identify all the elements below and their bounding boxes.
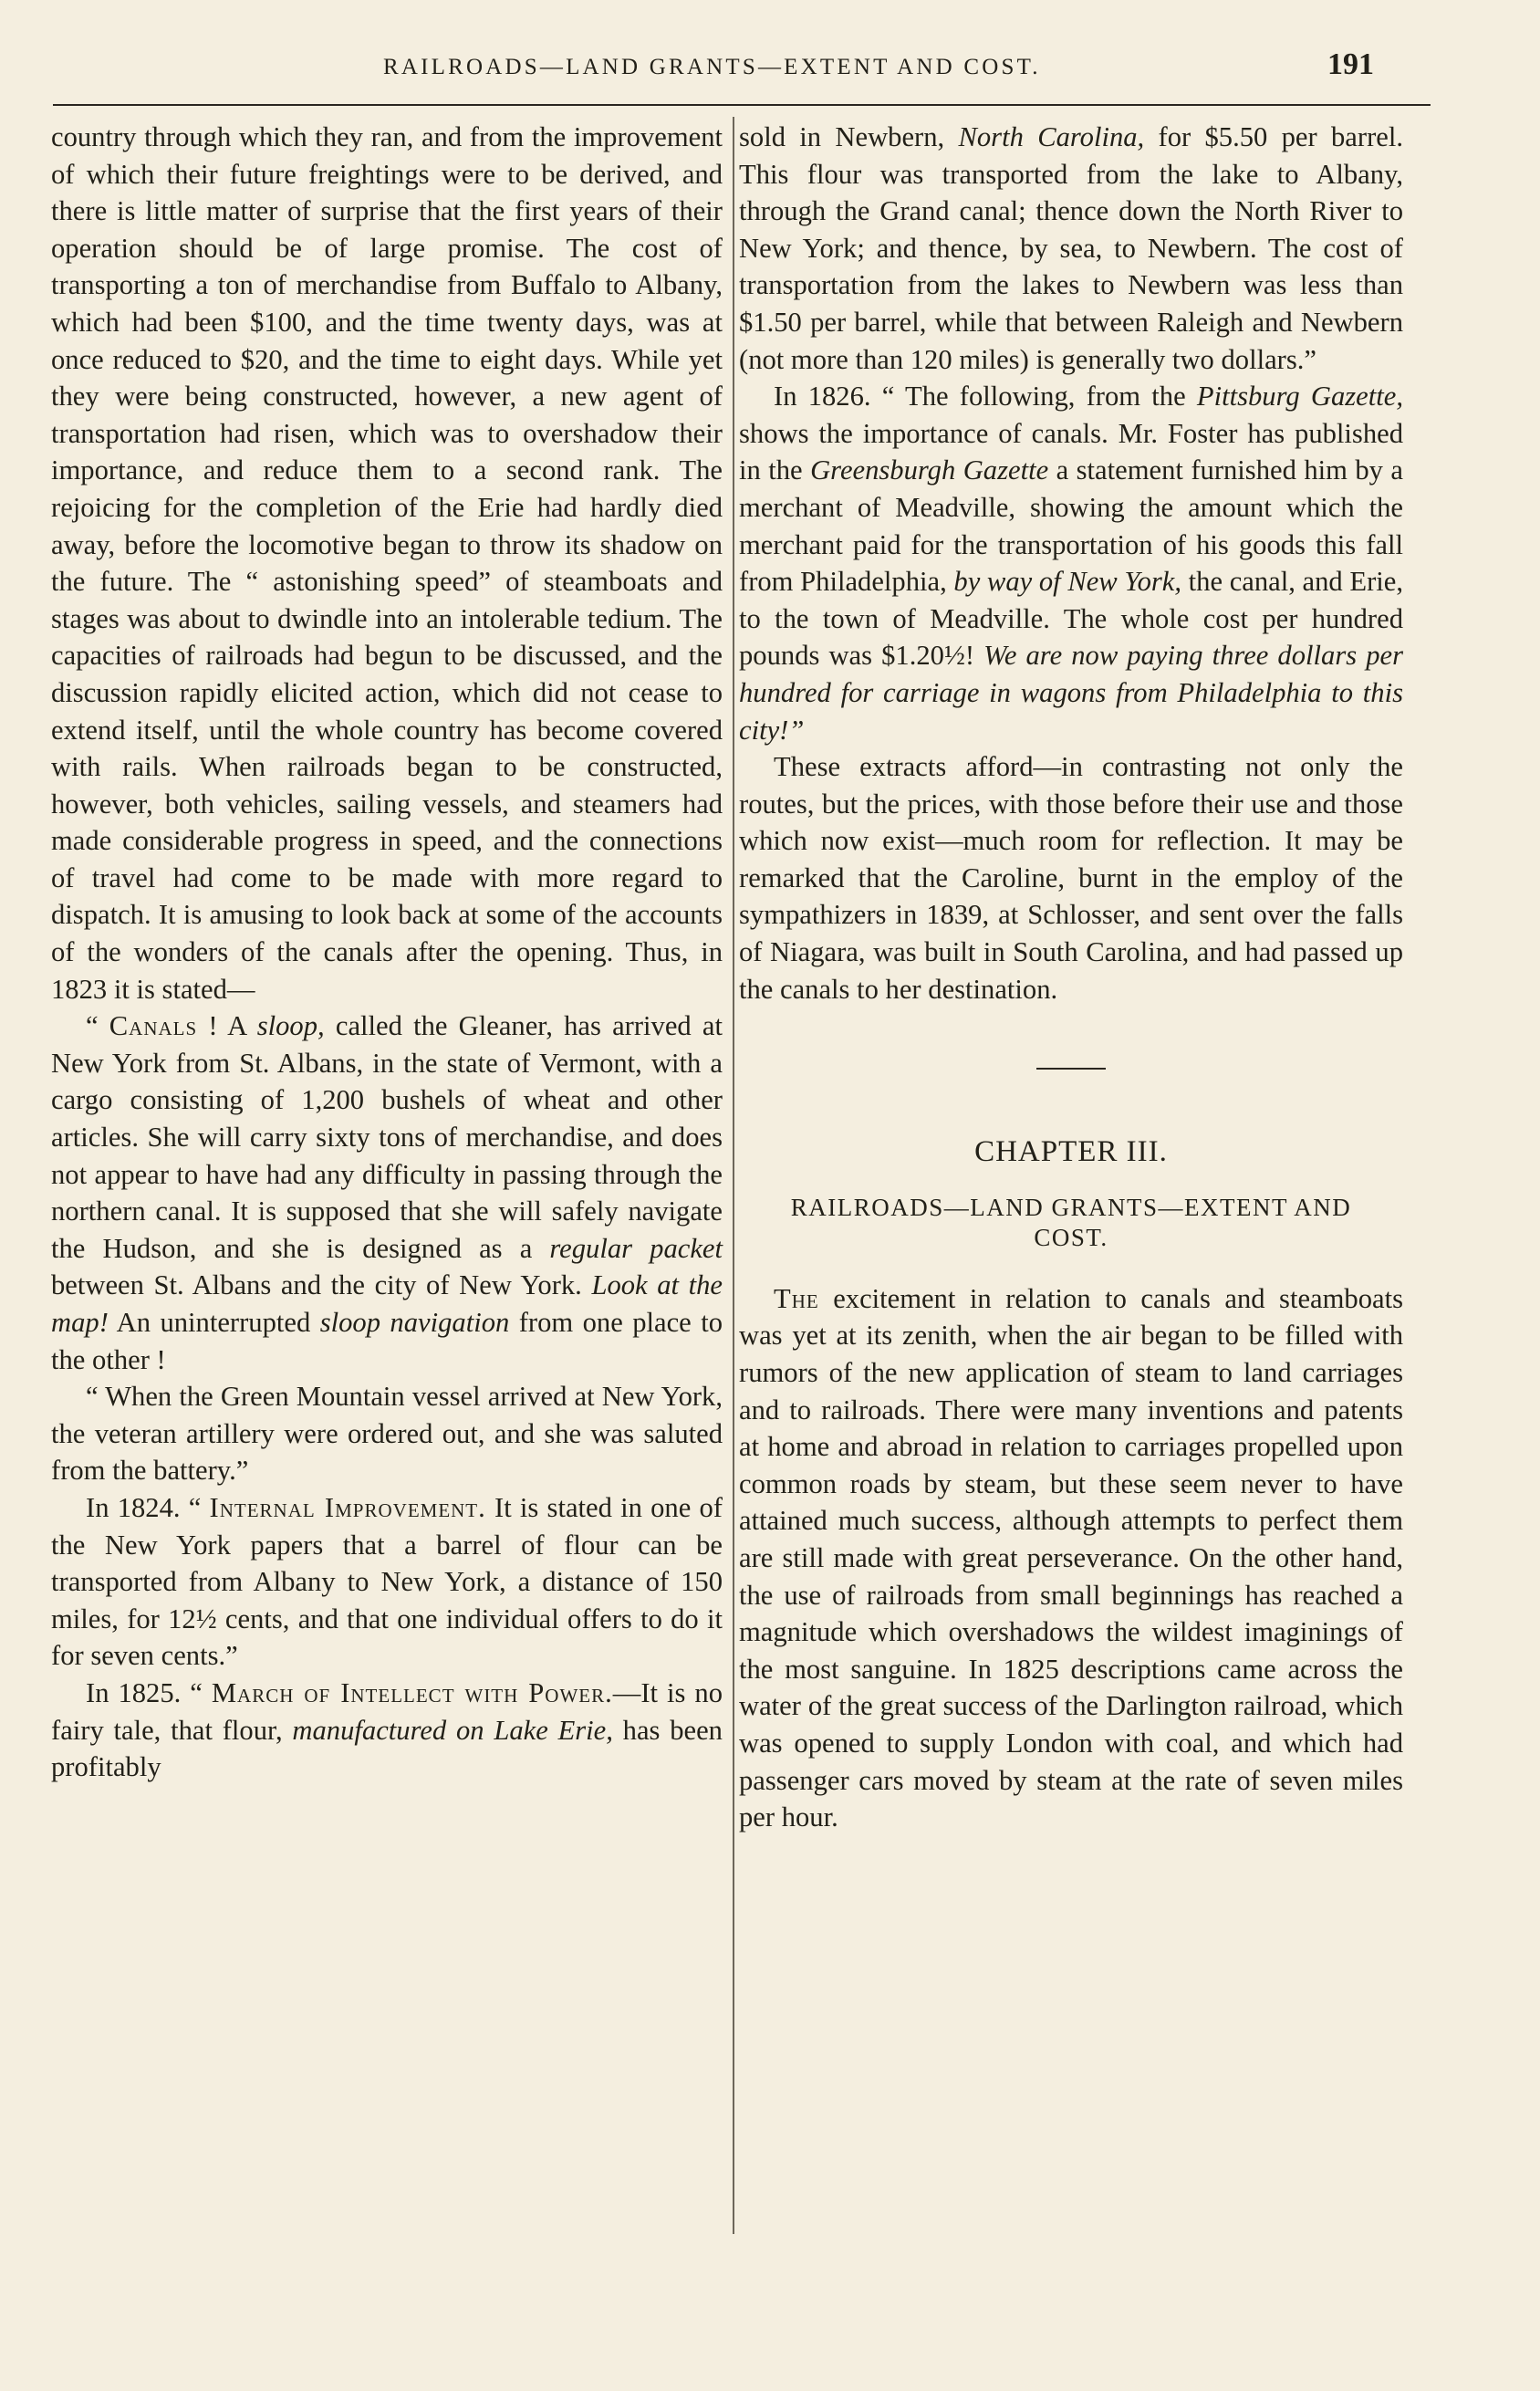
italic-run: Pittsburg Gazette, — [1196, 381, 1403, 412]
paragraph-text: These extracts afford—in contrasting not only the routes, but the prices, with those before their use and those which now exist—much room for reflection. It may be remarked that the Caroline, burnt in the employ of the sympathizers in 1839, at Schlosser, and sent over the falls of Niagara, was built in South Carolina, and had passed up the canals to her destination. — [739, 751, 1403, 1005]
paragraph — [739, 378, 1403, 748]
italic-run: sloop, — [256, 1010, 325, 1042]
italic-run: Look at the map! — [51, 1269, 723, 1338]
text-run: In 1825. “ — [86, 1676, 212, 1708]
italic-run: manufactured on Lake Erie, — [292, 1714, 613, 1746]
small-caps-run: Canals — [109, 1010, 198, 1042]
paragraph — [51, 119, 723, 1008]
paragraph — [739, 119, 1403, 378]
text-run: called the Gleaner, has arrived at New York from St. Albans, in the state of Vermont, with a cargo consisting of 1,200 bushels of wheat and other articles. She will carry sixty tons of merchandise, and does not appear to have had any difficulty in passing through the northern canal. It is supposed that she will safely navigate the Hudson, and she is designed as a — [51, 1010, 723, 1264]
text-run: ! A — [197, 1010, 257, 1042]
small-caps-run: Internal Improvement. — [209, 1491, 486, 1523]
text-run: sold in Newbern, — [739, 121, 959, 152]
italic-run: by way of New York, — [953, 566, 1182, 598]
quote-paragraph — [51, 1378, 723, 1489]
column-rule — [733, 117, 734, 2234]
left-column — [51, 119, 723, 1786]
running-title: RAILROADS—LAND GRANTS—EXTENT AND COST. — [383, 55, 1041, 79]
italic-run: sloop navigation — [319, 1307, 510, 1338]
quote-paragraph — [51, 1008, 723, 1378]
italic-run: Greensburgh Gazette — [810, 454, 1049, 486]
small-caps-run: March of Intellect with Power. — [211, 1676, 613, 1708]
text-run: “ — [86, 1010, 109, 1042]
text-run: shows the importance of canals. Mr. Foster has published in the — [739, 417, 1403, 486]
text-run: In 1824. “ — [86, 1491, 210, 1523]
small-caps-run: The — [774, 1282, 819, 1314]
paragraph — [51, 1489, 723, 1675]
text-run: the canal, and Erie, to the town of Meadville. The whole cost per hundred pounds was $1.20½! — [739, 566, 1403, 672]
text-run: It is stated in one of the New York papers that a barrel of flour can be transported from Albany to New York, a distance of 150 miles, for 12½ cents, and that one individual offers to do it for seven cents.” — [51, 1491, 723, 1672]
right-column — [739, 119, 1403, 1836]
page-number: 191 — [1327, 47, 1374, 81]
chapter-title: CHAPTER III. — [974, 1135, 1168, 1169]
paragraph — [739, 748, 1403, 1008]
section-separator — [1036, 1068, 1106, 1070]
text-run: —It is no fairy tale, that flour, — [51, 1676, 723, 1746]
paragraph-text: country through which they ran, and from the improvement of which their future freightings were to be derived, and there is little matter of surprise that the first years of their operation should be of large promise. The cost of transporting a ton of merchandise from Buffalo to Albany, which had been $100, and the time twenty days, was at once reduced to $20, and the time to eight days. While yet they were being constructed, however, a new agent of transportation had risen, which was to overshadow their importance, and reduce them to a second rank. The rejoicing for the completion of the Erie had hardly died away, before the locomotive began to throw its shadow on the future. The “ astonishing speed” of steamboats and stages was about to dwindle into an intolerable tedium. The capacities of railroads had begun to be discussed, and the discussion rapidly elicited action, which did not cease to extend itself, until the whole country has become covered with rails. When railroads began to be constructed, however, both vehicles, sailing vessels, and steamers had made considerable progress in speed, and the connections of travel had come to be made with more regard to dispatch. It is amusing to look back at some of the accounts of the wonders of the canals after the opening. Thus, in 1823 it is stated— — [51, 121, 723, 1005]
italic-run: regular packet — [549, 1232, 723, 1264]
text-run: An uninterrupted — [108, 1307, 320, 1338]
italic-run: North Carolina, — [958, 121, 1145, 152]
italic-run: We are now paying three dollars per hundred for carriage in wagons from Philadelphia to this city!” — [739, 640, 1403, 746]
paragraph — [739, 1280, 1403, 1836]
text-run: has been profitably — [51, 1714, 723, 1783]
running-head — [0, 47, 1540, 93]
header-rule — [53, 104, 1431, 106]
text-run: In 1826. “ The following, from the — [774, 381, 1197, 412]
text-run: a statement furnished him by a merchant of Meadville, showing the amount which the merchant paid for the transportation of his goods this fall from Philadelphia, — [739, 454, 1403, 598]
text-run: from one place to the other ! — [51, 1307, 723, 1375]
text-run: excitement in relation to canals and steamboats was yet at its zenith, when the air began to be filled with rumors of the new application of steam to land carriages and to railroads. There were many inventions and patents at home and abroad in relation to carriages propelled upon common roads by steam, but these seem never to have attained much success, although attempts to perfect them are still made with great perseverance. On the other hand, the use of railroads from small beginnings has reached a magnitude which overshadows the wildest imaginings of the most sanguine. In 1825 descriptions came across the water of the great success of the Darlington railroad, which was opened to supply London with coal, and which had passenger cars moved by steam at the rate of seven miles per hour. — [739, 1282, 1403, 1833]
text-run: for $5.50 per barrel. This flour was transported from the lake to Albany, through the Grand canal; thence down the North River to New York; and thence, by sea, to Newbern. The cost of transportation from the lakes to Newbern was less than $1.50 per barrel, while that between Raleigh and Newbern (not more than 120 miles) is generally two dollars.” — [739, 121, 1403, 375]
paragraph-text: “ When the Green Mountain vessel arrived at New York, the veteran artillery were ordered out, and she was saluted from the battery.” — [51, 1381, 723, 1487]
chapter-subtitle: RAILROADS—LAND GRANTS—EXTENT AND COST. — [790, 1193, 1352, 1251]
paragraph — [51, 1675, 723, 1786]
text-run: between St. Albans and the city of New York. — [51, 1269, 592, 1301]
